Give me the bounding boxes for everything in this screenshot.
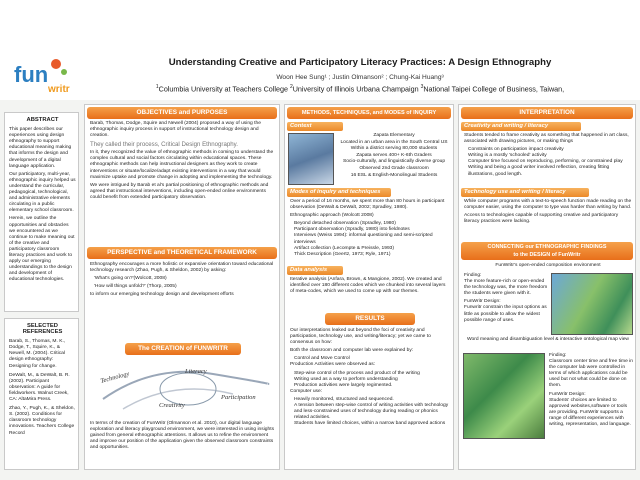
design-text: Students' choices are limited to approved websites,software or tools are providing. FunWritr supports a range of different experiences with writing, representation, and language. <box>549 397 631 428</box>
results-paragraph: Both the classroom and computer lab were explained by: <box>290 348 414 354</box>
interpretation-item: Writing and being a good writer involved reflection, creating fitting illustrations, good length. <box>468 165 610 177</box>
affil-2-number: 2 <box>289 84 293 90</box>
modes-item: Artifact collection (Lecompte & Preissle, 1993) <box>294 245 395 251</box>
technology-tag: Technology use and writing / literacy <box>461 188 589 197</box>
diagram-label-creativity: Creativity <box>159 402 185 409</box>
connecting-heading-line: to the DESIGN of FunWritr <box>513 252 581 258</box>
interpretation-heading: INTERPRETATION <box>461 107 633 119</box>
poster-title: Understanding Creative and Participatory Literacy Practices: A Design Ethnography <box>168 57 552 68</box>
context-line: Zapata serves 400+ K-6th Graders <box>356 152 432 158</box>
perspective-question: 'How will things unfold?' (Thorp, 2005) <box>94 284 177 290</box>
finding-text: Classroom center time and free time in the computer lab were controlled in terms of which applications could be used but not what could be done on them. <box>549 359 633 389</box>
funwritr-logo <box>12 52 74 96</box>
results-item: Students have limited choices, within a narrow band approved actions <box>294 421 446 427</box>
abstract-panel <box>4 112 79 312</box>
creation-diagram <box>93 359 273 417</box>
perspective-question: 'What's going on?'(Wolcott, 2008) <box>94 276 167 282</box>
results-paragraph: Our interpretations leaked out beyond the foci of creativity and participation, technology use, and writing/literacy; yet we came to consensus on how: <box>290 328 431 346</box>
svg-text:writr: writr <box>48 84 70 95</box>
objectives-quote: They called their process, Critical Design Ethnography. <box>90 141 238 149</box>
methods-heading: METHODS, TECHNIQUES, and MODES of INQUIRY <box>287 107 451 119</box>
column-interpretation <box>458 104 636 470</box>
results-item: Control and Move Control <box>294 356 350 362</box>
finding-label: Finding: <box>549 353 567 358</box>
column-objectives <box>84 104 280 470</box>
results-item: A tension between step-wise control of writing activities with technology and less-constrained uses of technology during reading or phonics related activities. <box>294 403 449 421</box>
affil-3-number: 3 <box>420 84 424 90</box>
context-line: Within a district serving 80,000 students <box>350 146 438 152</box>
context-line: Observed 2nd Grade classroom <box>359 165 429 171</box>
design-label: FunWritr Design: <box>464 299 501 305</box>
objectives-paragraph: We were intrigued by Barab et al's partial positioning of ethnographic methods and agreed that instructional interventions, including open-ended online environments could benefit from extended participatory observation. <box>90 182 269 200</box>
abstract-paragraph: This paper describes our experiences using design ethnography to support educational meaning making that informs the design and development of a digital language application. <box>9 127 72 169</box>
results-heading: RESULTS <box>325 313 415 325</box>
poster-header <box>0 0 640 100</box>
reference-item: DeWalt, M., & DeWalt, B. R. (2002). Participant observation: A guide for fieldworkers. Walnut Creek, CA: AltaMira Press. <box>9 372 70 403</box>
affil-2: University of Illinois Urbana Champaign <box>292 84 419 94</box>
column-methods <box>284 104 454 470</box>
connecting-heading-line: CONNECTING our ETHNOGRAPHIC FINDINGS <box>487 244 607 250</box>
design-text: Funwritr constrain the input options as little as possible to allow the widest possible range of uses. <box>464 305 547 323</box>
modes-item: Interviews (Weiss 1994): informal questioning and semi-scripted interviews <box>294 233 433 245</box>
context-line: Located in an urban area in the South Central US <box>340 139 448 145</box>
design-label: FunWritr Design: <box>549 391 586 397</box>
references-heading: SELECTED REFERENCES <box>22 323 63 336</box>
diagram-label-literacy: Literacy <box>185 368 207 375</box>
finding-label: Finding: <box>464 273 482 278</box>
ontology-screenshot <box>463 353 545 439</box>
svg-text:fun: fun <box>14 62 49 87</box>
diagram-label-technology: Technology <box>99 370 131 385</box>
finding-text: The more feature-rich or open-ended the technology was, the more freedom the students were given with it. <box>464 279 548 297</box>
caption-composition: FunWritr's open-ended composition environment <box>495 263 601 268</box>
results-item: Writing used as a way to perform understanding <box>294 376 398 382</box>
creativity-tag: Creativity and writing / literacy <box>461 122 581 131</box>
references-panel <box>4 318 79 470</box>
modes-tag: Modes of inquiry and techniques <box>287 188 391 197</box>
reference-item: Zhao, Y., Pugh, K., & Sheldon, S. (2002). Conditions for classroom technology innovations. Teachers College Record <box>9 406 75 436</box>
caption-ontology: Word meaning and disambiguation level & interactive ontological map view <box>467 337 629 342</box>
interpretation-paragraph: Students tended to frame creativity as something that happened in art class, associated with drawing pictures, or making things <box>464 133 629 145</box>
poster-affiliations <box>90 84 630 93</box>
modes-paragraph: Ethnographic approach (Wolcott 2008) <box>290 213 374 219</box>
affil-3: National Taipei College of Business, Taiwan, <box>423 84 565 94</box>
modes-paragraph: Over a period of 16 months, we spent more than 80 hours in participant observation (DeWalt & DeWalt, 2002; Spradley, 1980). <box>290 199 445 211</box>
objectives-heading: OBJECTIVES and PURPOSES <box>87 107 277 119</box>
composition-screenshot <box>551 273 633 335</box>
interpretation-item: Computer time focused on reproducing, performing, or constrained play <box>468 159 623 165</box>
affil-1-number: 1 <box>155 84 159 90</box>
analysis-tag: Data analysis <box>287 266 343 275</box>
map-image <box>288 133 334 185</box>
analysis-paragraph: Iterative analysis (Anfara, Brown, & Mangione, 2002). We created and identified over 180 different codes which we chunked into several layers of meta-codes, which we used to come up with our themes. <box>290 277 446 295</box>
context-tag: Context <box>287 122 343 131</box>
context-line: Zapata Elementary <box>373 133 415 138</box>
modes-item: Participant observation (Spradly, 1980) into fieldnotes <box>294 227 410 233</box>
context-line: Socio-culturally, and linguistically diverse group <box>342 159 446 165</box>
objectives-paragraph: In it, they recognized the value of ethnographic methods in coming to understand the complex cultural and social factors circulating within educational spaces. These ethnographic methods can help instructional designers as they work to create interventions or situate/localize/adapt existing interventions in a way that would maximize uptake and promote change in adopting and implementing the technology. <box>90 150 274 180</box>
perspective-heading: PERSPECTIVE and THEORETICAL FRAMEWORK <box>87 247 277 259</box>
results-item: Heavily monitored, structured and sequenced. <box>294 396 394 402</box>
diagram-label-participation: Participation <box>221 394 256 401</box>
affil-1: Columbia University at Teachers College <box>158 84 288 94</box>
interpretation-item: Constraints on participation impact creativity <box>468 147 564 153</box>
context-line: 16 ESL & English-Monolingual Students <box>350 172 438 178</box>
results-paragraph: Computer use: <box>290 388 323 394</box>
interpretation-paragraph: Access to technologies capable of supporting creative and participatory literacy practices were lacking. <box>464 213 619 225</box>
results-paragraph: Production Activities were observed as: <box>290 362 376 368</box>
perspective-paragraph: to inform our emerging technology design and development efforts <box>90 292 234 298</box>
abstract-heading: ABSTRACT <box>26 117 59 123</box>
interpretation-paragraph: While computer programs with a text-to-speech function made reading on the computer easier, using the computer to type was harder than writing by hand. <box>464 199 632 211</box>
results-item: Production activities were largely regimented. <box>294 382 393 388</box>
connecting-heading <box>461 242 633 260</box>
modes-item: Thick Description (Geertz, 1973; Ryle, 1971) <box>294 251 391 257</box>
abstract-paragraph: Herein, we outline the opportunities and obstacles we encountered as we continue to make meaning out of the creative and participatory classroom literacy practices and work to apply our emerging understandings to the design and development of educational technologies. <box>9 216 75 283</box>
perspective-paragraph: Ethnography encourages a more holistic or expansive orientation toward educational technology research (Zhao, Pugh, & Sheldon, 2002) by asking: <box>90 262 274 274</box>
results-item: Step-wise control of the process and product of the writing <box>294 370 420 376</box>
modes-item: Beyond detached observation (Spradley, 1980) <box>294 221 396 227</box>
abstract-paragraph: Our participatory, multi-year, ethnographic inquiry helped us understand the curricular, pedagogical, technological, and administrative elements circulating in a public elementary school classroom. <box>9 171 76 214</box>
reference-item: Barab, S., Thomas, M. K., Dodge, T., Squire, K., & Newell, M. (2004). Critical design ethnography: Designing for change. <box>9 339 66 369</box>
interpretation-item: Writing is a mostly 'schooled' activity <box>468 153 547 159</box>
objectives-paragraph: Barab, Thomas, Dodge, Squire and Newell (2004) proposed a way of using the ethnographic inquiry process in support of instructional technology design and creation. <box>90 121 261 139</box>
poster-authors: Woon Hee Sung¹ ; Justin Olmanson² ; Chung-Kai Huang³ <box>276 74 444 81</box>
creation-heading: The CREATION of FUNWRITR <box>125 343 241 355</box>
creation-paragraph: In terms of the creation of FunWritr (Olmanson et al. 2010), our digital language exploration and literacy playground environment, we were interested in using insights gained from general ethnographic attentions. It allows us to refine the environment and improve our position of the application given the observed classroom constraints and opportunities. <box>90 421 275 451</box>
